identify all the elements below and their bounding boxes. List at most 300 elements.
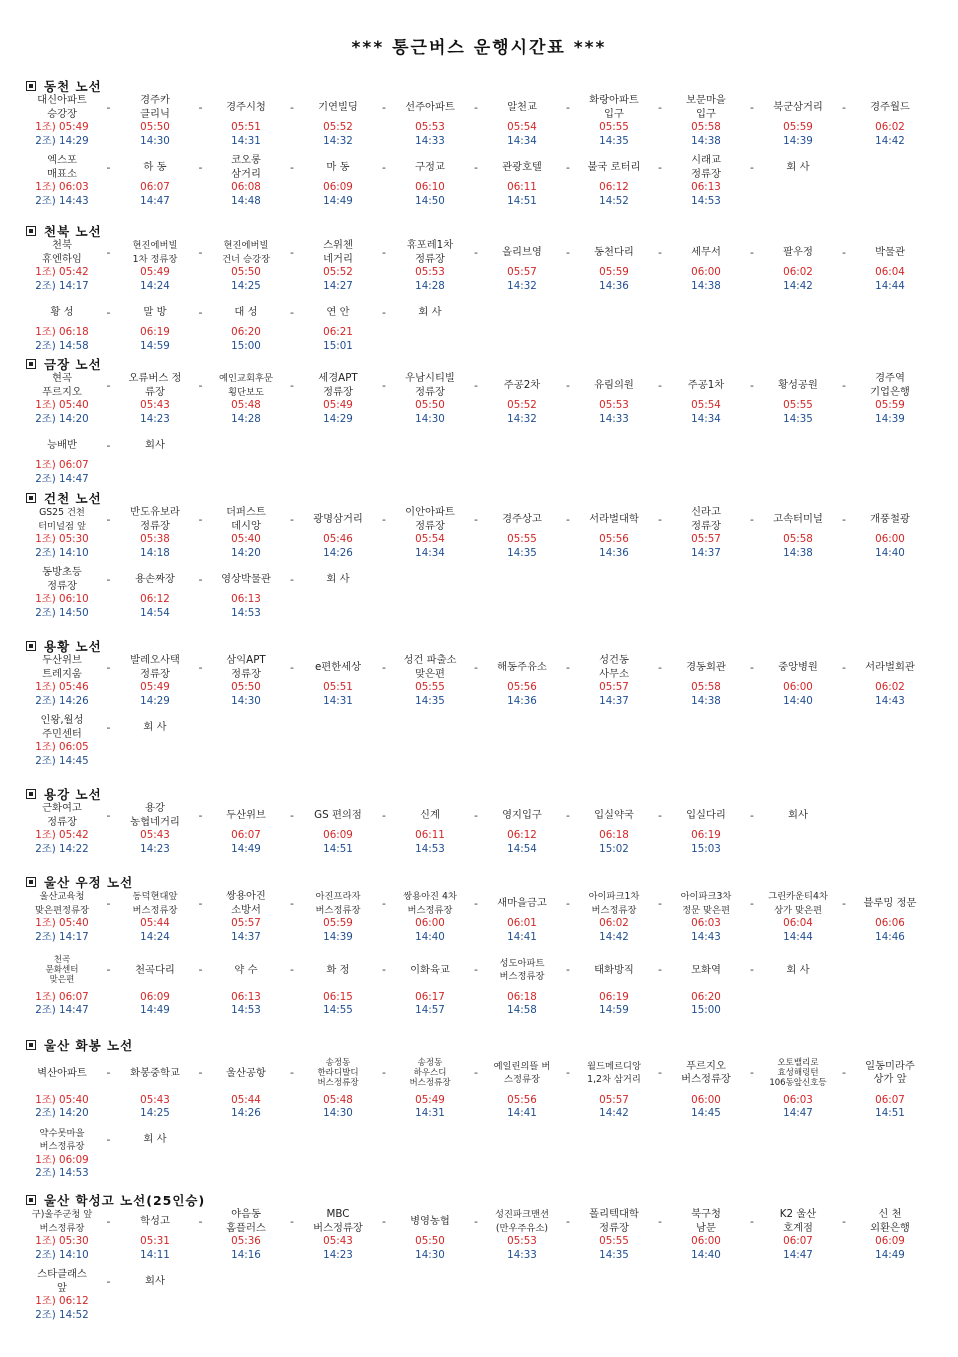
time-value: 05:51 xyxy=(323,681,353,693)
stop-cell xyxy=(382,890,478,944)
stop-name: 아진프라자 버스정류장 xyxy=(315,891,361,916)
departure-time-group1 xyxy=(14,1154,110,1168)
departure-time-group1 xyxy=(382,121,478,135)
stop-cell xyxy=(290,154,386,208)
departure-time-group1 xyxy=(842,1235,938,1249)
time-value: 14:47 xyxy=(783,1248,813,1261)
departure-time-group1 xyxy=(107,533,203,547)
stop-name: 보문마을 입구 xyxy=(686,94,726,120)
stop-cell xyxy=(658,802,754,856)
stop-name: 아이파크3차 정문 맞은편 xyxy=(680,891,732,916)
time-value: 05:43 xyxy=(140,1093,170,1106)
time-value: 05:49 xyxy=(323,399,353,411)
departure-time-group1 xyxy=(290,326,386,340)
time-value: 14:49 xyxy=(323,194,353,207)
stop-name: 경주월드 xyxy=(870,100,910,113)
route-arrow-dash: - xyxy=(474,100,478,114)
departure-time-group1 xyxy=(750,1094,846,1108)
group1-label: 1조) xyxy=(35,1235,60,1247)
time-value: 14:40 xyxy=(691,1248,721,1261)
stop-name: 학성고 xyxy=(140,1214,170,1227)
departure-time-group2 xyxy=(198,843,294,857)
departure-time-group1 xyxy=(290,533,386,547)
time-value: 14:38 xyxy=(783,546,813,559)
time-value: 06:02 xyxy=(875,681,905,693)
departure-time-group2 xyxy=(290,280,386,294)
time-value: 05:53 xyxy=(415,121,445,133)
time-value: 14:32 xyxy=(507,279,537,292)
stop-cell xyxy=(474,950,570,1018)
route-arrow-dash: - xyxy=(198,245,203,259)
stop-cell xyxy=(107,890,203,944)
route-arrow-dash: - xyxy=(566,1214,570,1228)
stop-name: 삼익APT 정류장 xyxy=(226,654,266,680)
stop-name: 경동회관 xyxy=(686,660,726,673)
group2-label: 2조) xyxy=(35,754,60,767)
route-arrow-dash: - xyxy=(106,720,111,734)
route-arrow-dash: - xyxy=(106,245,111,259)
stop-name: 고속터미널 xyxy=(773,512,823,525)
time-value: 14:43 xyxy=(875,694,905,707)
time-value: 14:29 xyxy=(323,412,353,425)
stop-cell xyxy=(658,506,754,560)
group1-label: 1조) xyxy=(35,990,60,1003)
stop-name: 현곡 푸르지오 xyxy=(42,372,82,398)
departure-time-group2 xyxy=(750,280,846,294)
time-value: 05:40 xyxy=(59,917,89,929)
time-value: 14:51 xyxy=(507,194,537,207)
stop-cell xyxy=(290,566,386,593)
time-value: 14:25 xyxy=(140,1107,170,1119)
time-value: 06:13 xyxy=(691,181,721,193)
group1-label: 1조) xyxy=(35,829,60,841)
section-title-text: 천북 노선 xyxy=(44,224,102,239)
departure-time-group1 xyxy=(290,121,386,135)
stop-cell xyxy=(750,802,846,829)
route-arrow-dash: - xyxy=(106,896,111,910)
section-marker-icon xyxy=(26,226,36,236)
departure-time-group1 xyxy=(107,991,203,1005)
stop-name: 해동주유소 xyxy=(497,660,547,673)
departure-time-group1 xyxy=(750,266,846,280)
stop-name: 세경APT 정류장 xyxy=(318,372,358,398)
departure-time-group2 xyxy=(290,1004,386,1018)
time-value: 14:31 xyxy=(231,134,261,147)
time-value: 06:12 xyxy=(59,1295,89,1307)
stop-cell xyxy=(474,372,570,426)
stop-cell xyxy=(14,1268,110,1322)
time-value: 06:04 xyxy=(783,917,813,929)
stop-name: 경주시청 xyxy=(226,100,266,113)
time-value: 14:36 xyxy=(599,279,629,292)
departure-time-group1 xyxy=(658,399,754,413)
time-value: 14:39 xyxy=(783,134,813,147)
stop-name: 천곡다리 xyxy=(135,963,175,976)
stop-name: 용손짜장 xyxy=(135,572,175,585)
stop-name: 신라고 정류장 xyxy=(691,506,721,532)
route-arrow-dash: - xyxy=(106,660,111,674)
time-value: 06:19 xyxy=(691,829,721,841)
departure-time-group1 xyxy=(198,1235,294,1249)
time-value: 14:37 xyxy=(691,546,721,559)
route-arrow-dash: - xyxy=(566,100,570,114)
departure-time-group2 xyxy=(14,1107,110,1121)
time-value: 14:24 xyxy=(140,930,170,943)
stop-name: 중앙병원 xyxy=(778,660,818,673)
departure-time-group1 xyxy=(198,1094,294,1108)
time-value: 06:11 xyxy=(415,829,445,841)
departure-time-group2 xyxy=(14,607,110,621)
stop-name: 회사 xyxy=(145,438,165,451)
time-value: 05:38 xyxy=(140,533,170,545)
route-arrow-dash: - xyxy=(382,305,386,319)
departure-time-group1 xyxy=(658,917,754,931)
departure-time-group2 xyxy=(842,280,938,294)
departure-time-group2 xyxy=(566,195,662,209)
time-value: 14:29 xyxy=(59,134,89,147)
time-value: 14:59 xyxy=(599,1004,629,1016)
route-arrow-dash: - xyxy=(198,160,203,174)
departure-time-group1 xyxy=(107,681,203,695)
section-title-text: 금장 노선 xyxy=(44,357,102,372)
departure-time-group2 xyxy=(107,607,203,621)
stop-name: 황성공원 xyxy=(778,378,818,391)
stop-cell xyxy=(382,1208,478,1262)
stop-name: 발레오사택 정류장 xyxy=(130,654,180,680)
route-arrow-dash: - xyxy=(566,808,570,822)
stop-cell xyxy=(382,299,478,326)
time-value: 14:39 xyxy=(875,412,905,425)
group1-label: 1조) xyxy=(35,593,60,605)
departure-time-group1 xyxy=(658,991,754,1005)
group2-label: 2조) xyxy=(35,339,60,352)
group2-label: 2조) xyxy=(35,546,60,559)
stop-name: 말 방 xyxy=(143,305,167,318)
stop-name: 아이파크1차 버스정류장 xyxy=(588,891,640,916)
departure-time-group1 xyxy=(107,1094,203,1108)
departure-time-group2 xyxy=(14,931,110,945)
departure-time-group2 xyxy=(750,135,846,149)
stop-name: 연 안 xyxy=(326,305,350,318)
time-value: 05:30 xyxy=(59,1235,89,1247)
time-value: 05:50 xyxy=(415,1235,445,1247)
departure-time-group2 xyxy=(290,340,386,354)
time-value: 14:40 xyxy=(783,694,813,707)
group1-label: 1조) xyxy=(35,181,60,193)
stop-name: MBC 버스정류장 xyxy=(313,1208,363,1234)
stop-cell xyxy=(474,654,570,708)
departure-time-group1 xyxy=(382,681,478,695)
departure-time-group2 xyxy=(382,280,478,294)
route-arrow-dash: - xyxy=(106,1214,111,1228)
departure-time-group2 xyxy=(14,843,110,857)
route-arrow-dash: - xyxy=(382,245,386,259)
stop-name: 오류버스 정 류장 xyxy=(128,372,182,398)
time-value: 14:38 xyxy=(691,279,721,292)
departure-time-group2 xyxy=(107,547,203,561)
stop-name: 송정동 한라디발디 버스정류장 xyxy=(317,1058,359,1089)
time-value: 14:34 xyxy=(415,546,445,559)
stop-cell xyxy=(14,566,110,620)
stop-name: 두산위브 트레지움 xyxy=(42,654,82,680)
stop-cell xyxy=(474,239,570,293)
time-value: 05:48 xyxy=(231,399,261,411)
departure-time-group1 xyxy=(474,991,570,1005)
route-arrow-dash: - xyxy=(290,572,294,586)
group2-label: 2조) xyxy=(35,1308,60,1321)
time-value: 14:55 xyxy=(323,1004,353,1016)
stop-name: 회 사 xyxy=(326,572,350,585)
route-arrow-dash: - xyxy=(658,660,662,674)
time-value: 14:41 xyxy=(507,1107,537,1119)
time-value: 14:47 xyxy=(783,1107,813,1119)
time-value: 06:19 xyxy=(599,990,629,1003)
departure-time-group2 xyxy=(107,195,203,209)
departure-time-group2 xyxy=(382,1249,478,1263)
time-value: 06:18 xyxy=(59,326,89,338)
stop-cell xyxy=(290,299,386,353)
departure-time-group2 xyxy=(198,607,294,621)
departure-time-group2 xyxy=(474,843,570,857)
departure-time-group2 xyxy=(658,931,754,945)
departure-time-group2 xyxy=(290,195,386,209)
time-value: 14:37 xyxy=(599,694,629,707)
departure-time-group1 xyxy=(566,991,662,1005)
route-arrow-dash: - xyxy=(566,963,570,977)
section-title xyxy=(26,489,102,507)
route-arrow-dash: - xyxy=(750,896,754,910)
departure-time-group2 xyxy=(566,280,662,294)
departure-time-group1 xyxy=(658,121,754,135)
departure-time-group1 xyxy=(107,399,203,413)
stop-name: 개풍철광 xyxy=(870,512,910,525)
time-value: 05:58 xyxy=(691,121,721,133)
time-value: 05:50 xyxy=(415,399,445,411)
departure-time-group2 xyxy=(842,547,938,561)
route-arrow-dash: - xyxy=(750,245,754,259)
time-value: 06:03 xyxy=(59,181,89,193)
stop-cell xyxy=(290,372,386,426)
stop-cell xyxy=(750,154,846,181)
departure-time-group2 xyxy=(14,473,110,487)
group2-label: 2조) xyxy=(35,279,60,292)
departure-time-group2 xyxy=(842,695,938,709)
stop-cell xyxy=(290,802,386,856)
departure-time-group1 xyxy=(107,326,203,340)
departure-time-group1 xyxy=(750,121,846,135)
group2-label: 2조) xyxy=(35,694,60,707)
route-arrow-dash: - xyxy=(566,1066,570,1080)
time-value: 05:56 xyxy=(599,533,629,545)
time-value: 14:23 xyxy=(140,842,170,855)
stop-name: 화 정 xyxy=(326,963,350,976)
time-value: 05:56 xyxy=(507,1093,537,1106)
stop-cell xyxy=(290,1053,386,1121)
departure-time-group1 xyxy=(14,533,110,547)
stop-cell xyxy=(566,654,662,708)
time-value: 14:57 xyxy=(415,1004,445,1016)
time-value: 14:29 xyxy=(140,694,170,707)
stop-cell xyxy=(198,950,294,1018)
time-value: 15:03 xyxy=(691,842,721,855)
time-value: 05:46 xyxy=(59,681,89,693)
stop-cell xyxy=(474,506,570,560)
stop-cell xyxy=(382,950,478,1018)
time-value: 15:02 xyxy=(599,842,629,855)
departure-time-group1 xyxy=(474,1094,570,1108)
time-value: 14:50 xyxy=(59,606,89,619)
time-value: 14:58 xyxy=(59,339,89,352)
stop-cell xyxy=(107,1268,203,1295)
departure-time-group1 xyxy=(198,917,294,931)
departure-time-group1 xyxy=(382,1094,478,1108)
route-arrow-dash: - xyxy=(106,512,111,526)
section-marker-icon xyxy=(26,789,36,799)
time-value: 05:46 xyxy=(323,533,353,545)
departure-time-group2 xyxy=(658,1004,754,1018)
stop-cell xyxy=(107,299,203,353)
time-value: 05:55 xyxy=(783,399,813,411)
departure-time-group2 xyxy=(107,931,203,945)
stop-cell xyxy=(198,239,294,293)
time-value: 14:58 xyxy=(507,1004,537,1016)
departure-time-group2 xyxy=(382,1107,478,1121)
time-value: 05:55 xyxy=(599,121,629,133)
time-value: 05:53 xyxy=(507,1235,537,1247)
stop-cell xyxy=(198,94,294,148)
section-title-text: 건천 노선 xyxy=(44,491,102,506)
departure-time-group2 xyxy=(14,413,110,427)
time-value: 14:28 xyxy=(415,279,445,292)
route-arrow-dash: - xyxy=(382,808,386,822)
section-marker-icon xyxy=(26,641,36,651)
route-arrow-dash: - xyxy=(290,963,294,977)
route-arrow-dash: - xyxy=(658,808,662,822)
departure-time-group1 xyxy=(842,917,938,931)
departure-time-group1 xyxy=(14,459,110,473)
stop-cell xyxy=(290,1208,386,1262)
stop-name: 박물관 xyxy=(875,245,905,258)
route-arrow-dash: - xyxy=(198,660,203,674)
departure-time-group1 xyxy=(198,181,294,195)
section-title xyxy=(26,222,102,240)
stop-name: K2 울산 호계점 xyxy=(779,1208,817,1234)
departure-time-group2 xyxy=(290,413,386,427)
route-arrow-dash: - xyxy=(842,1066,846,1080)
departure-time-group1 xyxy=(14,266,110,280)
departure-time-group1 xyxy=(107,917,203,931)
departure-time-group2 xyxy=(198,135,294,149)
departure-time-group2 xyxy=(14,135,110,149)
stop-cell xyxy=(14,1127,110,1181)
stop-cell xyxy=(658,1053,754,1121)
time-value: 05:57 xyxy=(231,917,261,929)
route-arrow-dash: - xyxy=(106,1066,111,1080)
departure-time-group1 xyxy=(658,681,754,695)
departure-time-group2 xyxy=(107,135,203,149)
section-title-text: 동천 노선 xyxy=(44,79,102,94)
route-arrow-dash: - xyxy=(658,896,662,910)
stop-name: 대 성 xyxy=(234,305,258,318)
departure-time-group2 xyxy=(198,1107,294,1121)
stop-cell xyxy=(566,372,662,426)
time-value: 14:20 xyxy=(59,412,89,425)
stop-cell xyxy=(290,950,386,1018)
time-value: 05:42 xyxy=(59,829,89,841)
departure-time-group1 xyxy=(566,1235,662,1249)
time-value: 06:09 xyxy=(140,990,170,1003)
time-value: 06:07 xyxy=(231,829,261,841)
departure-time-group1 xyxy=(842,121,938,135)
group2-label: 2조) xyxy=(35,606,60,619)
time-value: 06:13 xyxy=(231,990,261,1003)
stop-name: 황 성 xyxy=(50,305,74,318)
departure-time-group2 xyxy=(658,135,754,149)
stop-cell xyxy=(842,506,938,560)
route-arrow-dash: - xyxy=(566,160,570,174)
route-arrow-dash: - xyxy=(382,1066,386,1080)
departure-time-group2 xyxy=(14,195,110,209)
group1-label: 1조) xyxy=(35,399,60,411)
stop-name: 병영농협 xyxy=(410,1214,450,1227)
time-value: 14:47 xyxy=(140,194,170,207)
time-value: 14:31 xyxy=(323,694,353,707)
stop-name: 주공1차 xyxy=(687,378,725,391)
route-arrow-dash: - xyxy=(566,245,570,259)
time-value: 14:42 xyxy=(875,134,905,147)
section-title-text: 울산 학성고 노선(25인승) xyxy=(44,1193,206,1208)
time-value: 05:59 xyxy=(323,917,353,929)
departure-time-group2 xyxy=(658,195,754,209)
departure-time-group2 xyxy=(658,413,754,427)
stop-name: 이안아파트 정류장 xyxy=(405,506,455,532)
group2-label: 2조) xyxy=(35,1107,60,1119)
departure-time-group1 xyxy=(750,533,846,547)
time-value: 14:30 xyxy=(415,1248,445,1261)
route-arrow-dash: - xyxy=(566,512,570,526)
stop-name: 용강 농협네거리 xyxy=(130,802,180,828)
section-title xyxy=(26,77,102,95)
time-value: 14:23 xyxy=(140,412,170,425)
route-arrow-dash: - xyxy=(290,305,294,319)
stop-cell xyxy=(14,299,110,353)
time-value: 14:44 xyxy=(783,930,813,943)
time-value: 05:40 xyxy=(59,1093,89,1106)
section-title xyxy=(26,1191,205,1209)
time-value: 14:26 xyxy=(323,546,353,559)
time-value: 14:54 xyxy=(507,842,537,855)
time-value: 05:52 xyxy=(323,266,353,278)
departure-time-group2 xyxy=(382,135,478,149)
stop-name: 약 수 xyxy=(234,963,258,976)
departure-time-group2 xyxy=(107,280,203,294)
departure-time-group1 xyxy=(198,533,294,547)
departure-time-group2 xyxy=(107,1107,203,1121)
stop-cell xyxy=(107,566,203,620)
stop-cell xyxy=(198,890,294,944)
departure-time-group2 xyxy=(474,1249,570,1263)
stop-name: 야음동 홈플러스 xyxy=(226,1208,266,1234)
time-value: 05:57 xyxy=(691,533,721,545)
route-arrow-dash: - xyxy=(290,1066,294,1080)
stop-name: 유림의원 xyxy=(594,378,634,391)
time-value: 06:03 xyxy=(783,1093,813,1106)
time-value: 06:07 xyxy=(875,1093,905,1106)
departure-time-group1 xyxy=(14,1094,110,1108)
route-arrow-dash: - xyxy=(750,660,754,674)
departure-time-group2 xyxy=(658,1249,754,1263)
departure-time-group2 xyxy=(198,1249,294,1263)
